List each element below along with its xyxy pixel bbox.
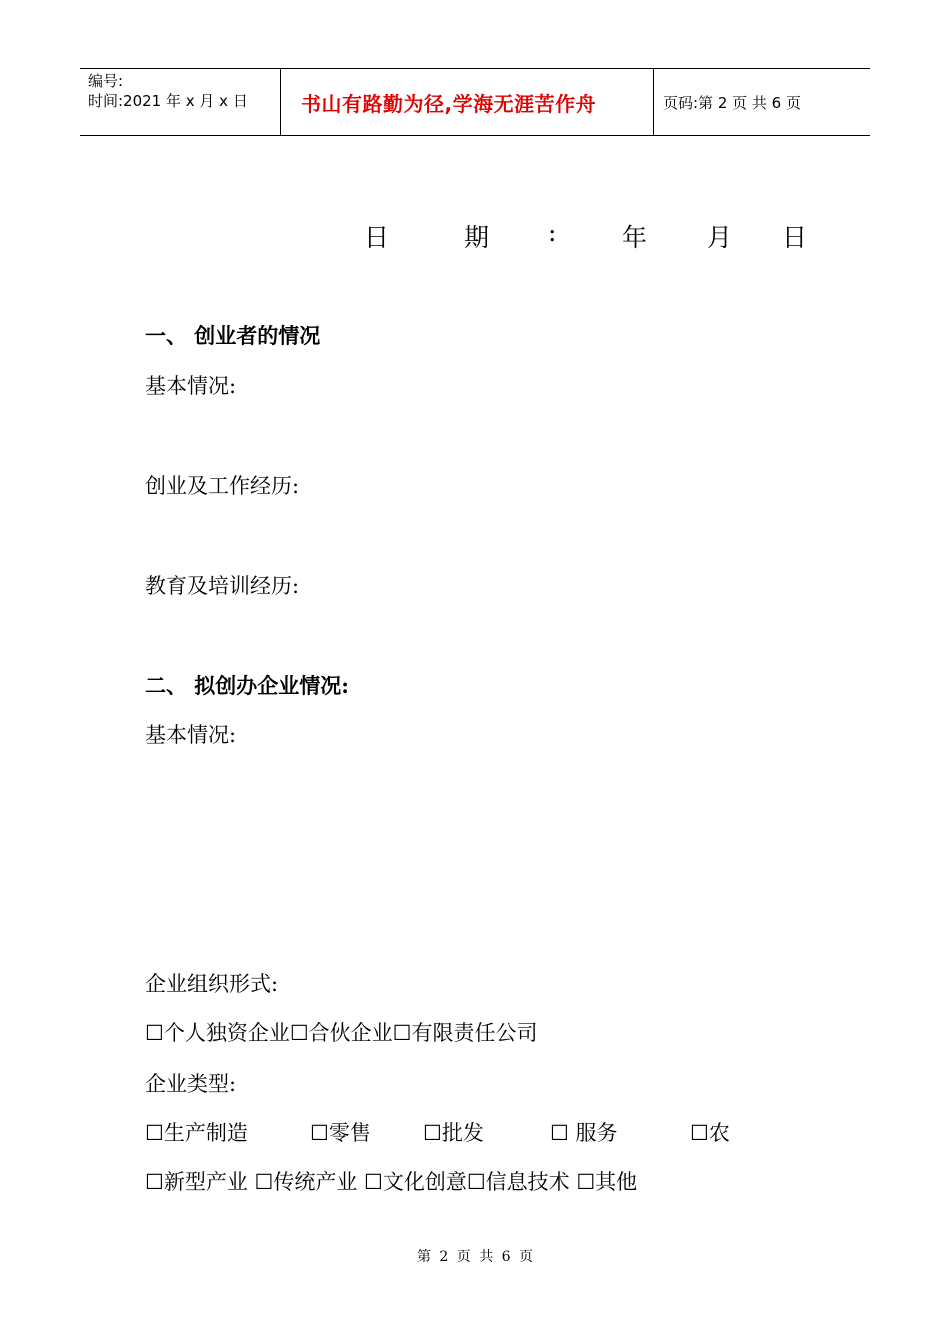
date-colon: : xyxy=(548,218,557,247)
header-meta xyxy=(80,69,281,135)
time-label: 时间:2021 年 x 月 x 日 xyxy=(88,92,248,110)
type-options-row-2[interactable]: ☐新型产业 ☐传统产业 ☐文化创意☐信息技术 ☐其他 xyxy=(145,1170,638,1194)
page-info: 页码:第 2 页 共 6 页 xyxy=(663,93,801,112)
section-2-title: 二、 拟创办企业情况: xyxy=(145,673,350,698)
type-option-service[interactable]: ☐ 服务 xyxy=(550,1121,618,1145)
s1-edu-label: 教育及培训经历: xyxy=(145,574,300,598)
s2-basic-label: 基本情况: xyxy=(145,723,237,747)
date-yue: 月 xyxy=(707,223,733,252)
enterprise-type-label: 企业类型: xyxy=(145,1072,237,1096)
date-ri-end: 日 xyxy=(782,223,808,252)
date-nian: 年 xyxy=(622,223,648,252)
motto: 书山有路勤为径,学海无涯苦作舟 xyxy=(301,91,597,116)
type-option-manufacturing[interactable]: ☐生产制造 xyxy=(145,1121,248,1145)
s1-work-label: 创业及工作经历: xyxy=(145,474,300,498)
org-form-label: 企业组织形式: xyxy=(145,972,279,996)
s1-basic-label: 基本情况: xyxy=(145,374,237,398)
type-option-agriculture[interactable]: ☐农 xyxy=(690,1121,730,1145)
type-option-wholesale[interactable]: ☐批发 xyxy=(423,1121,484,1145)
header-page-cell xyxy=(654,69,870,135)
page-header xyxy=(80,68,870,136)
section-1-title: 一、 创业者的情况 xyxy=(145,323,321,348)
page-footer: 第 2 页 共 6 页 xyxy=(416,1249,534,1265)
type-option-retail[interactable]: ☐零售 xyxy=(310,1121,371,1145)
date-qi: 期 xyxy=(464,223,490,252)
number-label: 编号: xyxy=(88,72,124,90)
date-ri: 日 xyxy=(364,223,390,252)
org-form-options[interactable]: ☐个人独资企业☐合伙企业☐有限责任公司 xyxy=(145,1021,538,1045)
header-motto-cell xyxy=(281,69,654,135)
